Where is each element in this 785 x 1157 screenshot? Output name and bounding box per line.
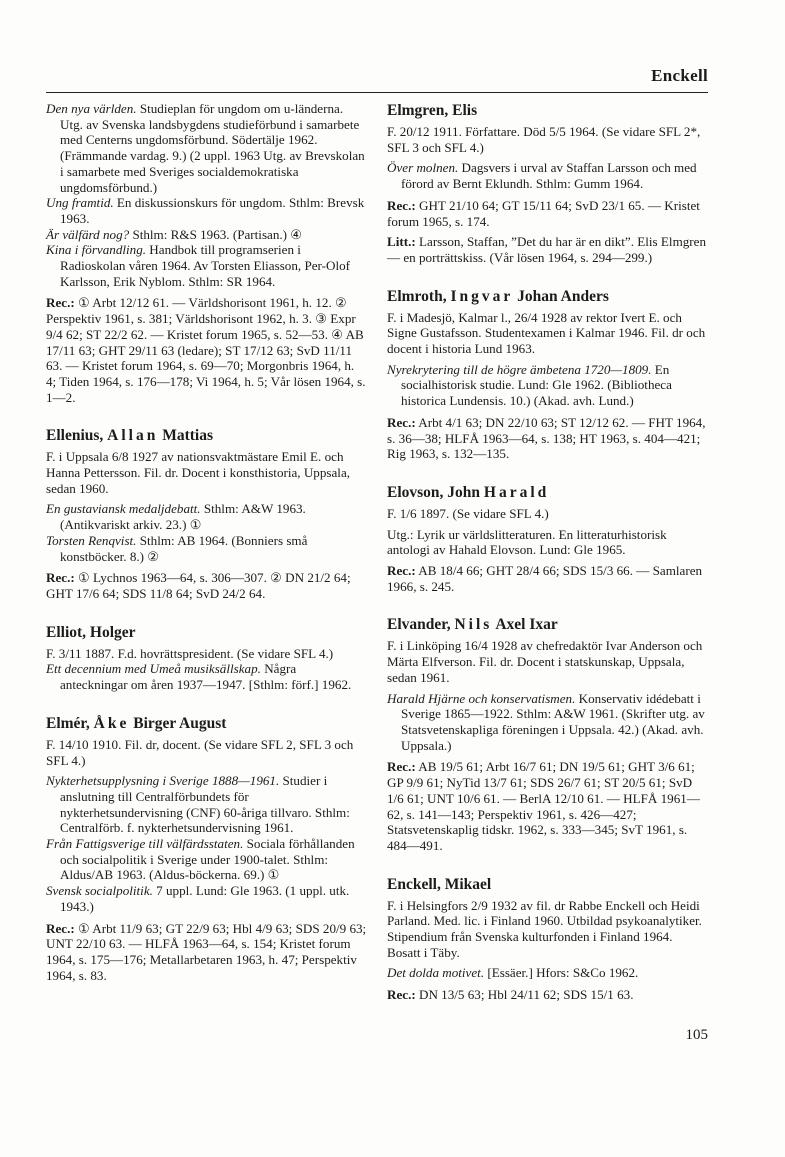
- running-head: Enckell: [651, 66, 708, 85]
- surname: Elvander,: [387, 616, 451, 634]
- reviews-text: AB 18/4 66; GHT 28/4 66; SDS 15/3 66. — Samlaren 1966, s. 245.: [387, 563, 703, 594]
- given-name-rest: Axel Ixar: [495, 616, 558, 634]
- entry-heading: [387, 483, 708, 502]
- given-name-spaced: Åke: [93, 714, 130, 732]
- work-item: [387, 691, 708, 754]
- work-details: 7 uppl. Lund: Gle 1963. (1 uppl. utk. 1943.): [60, 883, 350, 914]
- given-name-spaced: Harald: [483, 483, 550, 501]
- reviews-label: Rec.:: [387, 563, 416, 579]
- work-details: Konservativ idédebatt i Sverige 1865—1922. Sthlm: A&W 1961. (Skrifter utg. av Statsvetenskapliga föreningen i Uppsala. 42.) (Akad. avh. Uppsala.): [401, 690, 705, 753]
- reviews-text: Arbt 4/1 63; DN 22/10 63; ST 12/12 62. — FHT 1964, s. 36—38; HLFÅ 1963—64, s. 138; HT 1963, s. 404—421; Rig 1963, s. 132—135.: [387, 414, 706, 462]
- editor-note: Utg.: Lyrik ur världslitteraturen. En litteraturhistorisk antologi av Hahald Elovson. Lund: Gle 1965.: [387, 526, 667, 558]
- entry-heading: Enckell, Mikael: [387, 875, 492, 893]
- work-details: Några anteckningar om åren 1937—1947. [Sthlm: förf.] 1962.: [60, 661, 352, 693]
- reviews-text: ① Arbt 12/12 61. — Världshorisont 1961, h. 12. ② Perspektiv 1961, s. 381; Världshorisont 1962, h. 3. ③ Expr 9/4 62; ST 22/2 62. — Kristet forum 1965, s. 52—53. ④ AB 17/11 63; GHT 29/11 63 (ledare); ST 17/12 63; SvD 11/11 63. — Kristet forum 1964, s. 69—70; Morgonbris 1964, h. 4; Tiden 1964, s. 176—178; Vi 1964, h. 5; Vår lösen 1964, s. 1—2.: [46, 295, 366, 405]
- work-title: Ung framtid.: [46, 195, 114, 211]
- biography: F. 1/6 1897. (Se vidare SFL 4.): [387, 505, 549, 521]
- work-item: [46, 242, 367, 289]
- reviews: [46, 570, 367, 601]
- literature-label: Litt.:: [387, 234, 416, 250]
- work-title: En gustaviansk medaljdebatt.: [46, 501, 201, 517]
- work-details: Handbok till programserien i Radioskolan våren 1964. Av Torsten Eliasson, Per-Olof Karlsson, Erik Nyblom. Sthlm: SR 1964.: [60, 242, 350, 289]
- reviews: [387, 415, 708, 462]
- biography: F. 20/12 1911. Författare. Död 5/5 1964. (Se vidare SFL 2*, SFL 3 och SFL 4.): [387, 124, 701, 155]
- work-title: Nykterhetsupplysning i Sverige 1888—1961.: [46, 773, 280, 789]
- work-item: [46, 101, 367, 195]
- work-title: Nyrekrytering till de högre ämbetena 1720—1809.: [387, 361, 652, 377]
- work-item: [387, 362, 708, 409]
- work-item: [46, 883, 367, 914]
- given-name-rest: Mattias: [162, 427, 214, 445]
- biography: F. i Madesjö, Kalmar l., 26/4 1928 av rektor Ivert E. och Signe Gustafsson. Studentexamen i Kalmar 1946. Fil. dr och docent i historia Lund 1963.: [387, 309, 706, 357]
- entry-heading: [387, 287, 708, 306]
- entry-elmgren: [387, 101, 708, 266]
- reviews-text: ① Arbt 11/9 63; GT 22/9 63; Hbl 4/9 63; SDS 20/9 63; UNT 22/10 63. — HLFÅ 1963—64, s. 154; Kristet forum 1964, s. 175—176; Metallarbetaren 1963, h. 47; Perspektiv 1964, s. 83.: [46, 920, 367, 983]
- work-title: Svensk socialpolitik.: [46, 883, 153, 899]
- entry-elmer: [46, 714, 367, 984]
- given-name-rest: Birger August: [133, 714, 227, 732]
- entry-heading: Elliot, Holger: [46, 623, 136, 641]
- surname: Ellenius,: [46, 427, 104, 445]
- work-item: [46, 195, 367, 226]
- work-details: Sthlm: AB 1964. (Bonniers små konstböcker. 8.) ②: [60, 532, 308, 564]
- reviews-label: Rec.:: [46, 920, 75, 936]
- work-item: [46, 533, 367, 564]
- surname: Elmér,: [46, 714, 90, 732]
- entry-elovson: [387, 483, 708, 595]
- right-column: [387, 101, 708, 1008]
- reviews: [46, 921, 367, 984]
- entry-elvander: [387, 615, 708, 853]
- reviews: [387, 987, 708, 1003]
- work-details: Studieplan för ungdom om u-länderna. Utg. av Svenska landsbygdens studieförbund i samarbete med Centerns ungdomsförbund. Södertälje 1962. (Främmande vardag. 9.) (2 uppl. 1963 Utg. av Brevskolan i samarbete med Sveriges socialdemokratiska ungdomsförbund.): [60, 101, 365, 195]
- biography: F. 14/10 1910. Fil. dr, docent. (Se vidare SFL 2, SFL 3 och SFL 4.): [46, 736, 354, 768]
- work-details: En diskussionskurs för ungdom. Sthlm: Brevsk 1963.: [60, 195, 365, 226]
- entry-enckell: [387, 875, 708, 1003]
- given-name-spaced: Allan: [107, 427, 159, 445]
- reviews: [387, 759, 708, 853]
- work-list: [387, 691, 708, 754]
- work-details: En socialhistorisk studie. Lund: Gle 1962. (Bibliotheca historica Lundensis. 10.) (Akad. avh. Lund.): [401, 361, 672, 409]
- reviews-text: GHT 21/10 64; GT 15/11 64; SvD 23/1 65. — Kristet forum 1965, s. 174.: [387, 197, 700, 229]
- work-details: [Essäer.] Hfors: S&Co 1962.: [484, 965, 639, 981]
- biography: F. i Linköping 16/4 1928 av chefredaktör Ivar Anderson och Märta Elfverson. Fil. dr. Docent i statskunskap, Uppsala, sedan 1961.: [387, 638, 703, 685]
- entry-elmroth: [387, 287, 708, 462]
- work-title: Torsten Renqvist.: [46, 532, 137, 548]
- work-item: [46, 501, 367, 532]
- surname: Elovson, John: [387, 483, 481, 501]
- work-title: Det dolda motivet.: [387, 965, 485, 981]
- work-list: [46, 773, 367, 914]
- work-title: Den nya världen.: [46, 101, 137, 116]
- work-item: [46, 773, 367, 836]
- page-number: 105: [685, 1027, 708, 1043]
- biography: F. 3/11 1887. F.d. hovrättspresident. (Se vidare SFL 4.): [46, 645, 334, 661]
- work-title: Är välfärd nog?: [46, 226, 130, 242]
- reviews-label: Rec.:: [387, 197, 416, 213]
- work-item: [46, 227, 367, 243]
- reviews-text: DN 13/5 63; Hbl 24/11 62; SDS 15/1 63.: [415, 987, 634, 1003]
- left-column: [46, 101, 367, 988]
- literature: [387, 234, 708, 265]
- reviews-text: AB 19/5 61; Arbt 16/7 61; DN 19/5 61; GHT 3/6 61; GP 9/9 61; NyTid 13/7 61; SDS 26/7 61; ST 20/5 61; SvD 1/6 61; UNT 10/6 61. — BerlA 12/10 61. — HLFÅ 1961—62, s. 141—143; Perspektiv 1961, s. 426—427; Statsvetenskaplig tidskr. 1962, s. 333—345; SvT 1961, s. 484—491.: [387, 759, 700, 853]
- work-list: [387, 160, 708, 191]
- work-list: [46, 101, 367, 289]
- work-details: Dagsvers i urval av Staffan Larsson och med förord av Bernt Eklundh. Sthlm: Gumm 1964.: [401, 160, 697, 192]
- literature-text: Larsson, Staffan, ”Det du har är en dikt”. Elis Elmgren — en porträttskiss. (Vår lösen 1964, s. 294—299.): [387, 234, 707, 265]
- given-name-spaced: Ingvar: [450, 287, 514, 305]
- work-details: Sociala förhållanden och socialpolitik i Sverige under 1900-talet. Sthlm: Aldus/AB 1963. (Aldus-böckerna. 69.) ①: [60, 836, 355, 883]
- work-list: [387, 362, 708, 409]
- work-title: Harald Hjärne och konservatismen.: [387, 690, 576, 706]
- biography: F. i Helsingfors 2/9 1932 av fil. dr Rabbe Enckell och Heidi Parland. Med. lic. i Finland 1960. Utbildad psykoanalytiker. Stipendium från Svenska kulturfonden i Finland 1964. Bosatt i Täby.: [387, 897, 702, 960]
- work-list: [46, 661, 367, 692]
- entry-heading: [46, 714, 367, 733]
- work-details: Studier i anslutning till Centralförbundets för nykterhetsundervisning (CNF) 60-åriga tillvaro. Sthlm: Centralförb. f. nykterhetsundervisning 1961.: [60, 773, 350, 836]
- entry-heading: Elmgren, Elis: [387, 102, 478, 119]
- work-details: Sthlm: R&S 1963. (Partisan.) ④: [129, 226, 303, 242]
- entry-heading: [387, 615, 708, 634]
- entry-ellenius: [46, 426, 367, 601]
- work-item: [46, 661, 367, 692]
- work-title: Ett decennium med Umeå musiksällskap.: [46, 661, 261, 677]
- reviews-label: Rec.:: [387, 759, 416, 775]
- reviews: [387, 198, 708, 229]
- work-title: Från Fattigsverige till välfärdsstaten.: [46, 836, 244, 852]
- given-name-rest: Johan Anders: [517, 287, 609, 305]
- given-name-spaced: Nils: [454, 616, 493, 634]
- reviews: [387, 563, 708, 594]
- work-item: [46, 836, 367, 883]
- work-title: Över molnen.: [387, 160, 459, 176]
- reviews-label: Rec.:: [387, 987, 416, 1003]
- entry-heading: [46, 426, 367, 445]
- header-rule: [46, 92, 708, 93]
- reviews: [46, 295, 367, 405]
- entry-elliot: [46, 623, 367, 693]
- surname: Elmroth,: [387, 287, 447, 305]
- entry-continued: [46, 101, 367, 405]
- reviews-label: Rec.:: [46, 295, 75, 311]
- reviews-text: ① Lychnos 1963—64, s. 306—307. ② DN 21/2 64; GHT 17/6 64; SDS 11/8 64; SvD 24/2 64.: [46, 570, 351, 601]
- biography: F. i Uppsala 6/8 1927 av nationsvaktmästare Emil E. och Hanna Pettersson. Fil. dr. Docent i konsthistoria, Uppsala, sedan 1960.: [46, 449, 351, 496]
- work-list: [387, 965, 708, 981]
- reviews-label: Rec.:: [387, 414, 416, 430]
- work-details: Sthlm: A&W 1963. (Antikvariskt arkiv. 23.) ①: [60, 501, 306, 533]
- work-item: [387, 965, 708, 981]
- reviews-label: Rec.:: [46, 570, 75, 586]
- work-title: Kina i förvandling.: [46, 242, 147, 258]
- work-item: [387, 160, 708, 191]
- work-list: [46, 501, 367, 564]
